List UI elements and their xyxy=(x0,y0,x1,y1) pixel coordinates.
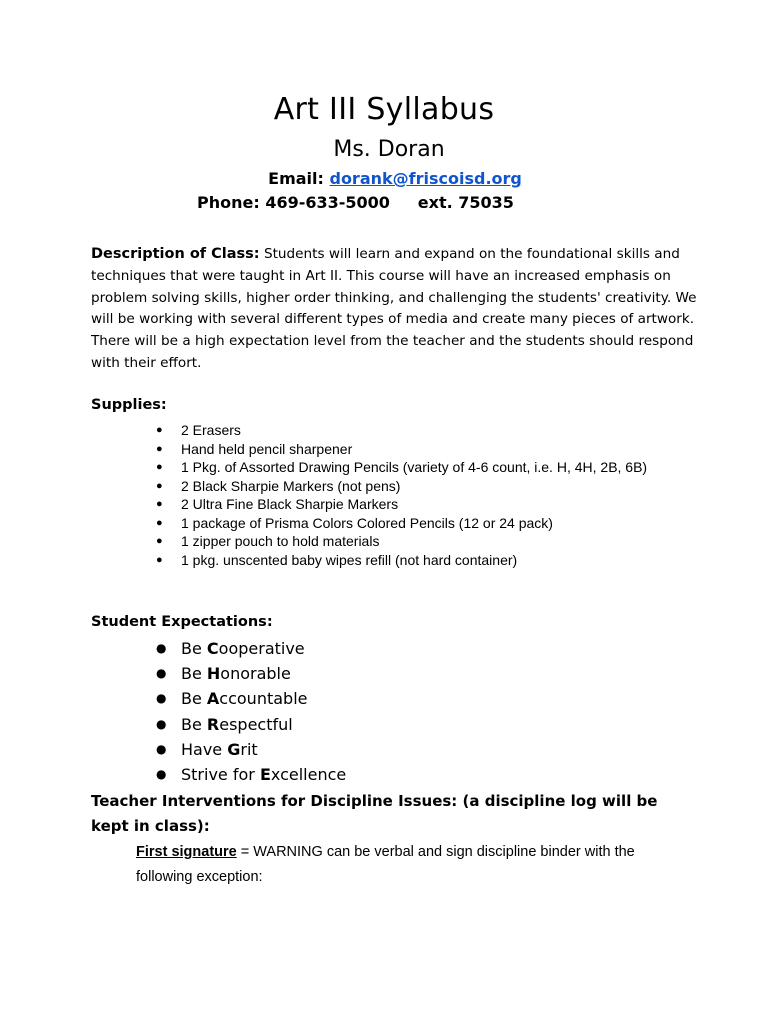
expectations-list xyxy=(156,636,346,787)
supply-item-text: 2 Ultra Fine Black Sharpie Markers xyxy=(181,496,399,512)
expectation-bold: R xyxy=(206,714,220,734)
bullet-icon: ● xyxy=(156,516,163,529)
expectation-post: espectful xyxy=(219,714,293,734)
teacher-name: Ms. Doran xyxy=(333,137,445,162)
supply-item xyxy=(156,551,686,570)
expectation-pre: Have xyxy=(181,739,228,759)
bullet-icon: ● xyxy=(156,716,167,731)
bullet-icon: ● xyxy=(156,498,163,510)
supply-item xyxy=(156,440,686,459)
expectation-bold: H xyxy=(206,664,221,684)
expectation-pre: Be xyxy=(181,689,207,709)
bullet-icon: ● xyxy=(156,553,163,566)
expectation-item xyxy=(156,686,346,711)
expectation-bold: G xyxy=(227,739,241,759)
class-description xyxy=(91,244,711,375)
expectation-item xyxy=(156,712,346,737)
expectation-bold: C xyxy=(206,639,219,658)
expectation-pre: Be xyxy=(181,714,207,734)
email-label: Email: xyxy=(268,169,324,188)
bullet-icon: ● xyxy=(156,479,163,492)
supply-item xyxy=(156,514,686,533)
expectation-item xyxy=(156,661,346,686)
supply-item xyxy=(156,421,686,440)
expectation-post: ooperative xyxy=(218,639,305,658)
supply-item xyxy=(156,495,686,514)
supply-item xyxy=(156,532,686,551)
expectations-heading: Student Expectations: xyxy=(91,614,273,630)
first-signature-paragraph xyxy=(136,840,676,890)
supplies-list xyxy=(156,421,686,569)
page-title: Art III Syllabus xyxy=(273,92,495,127)
bullet-icon: ● xyxy=(156,741,167,756)
interventions-heading: Teacher Interventions for Discipline Issues: (a discipline log will be kept in class): xyxy=(91,792,658,835)
expectation-post: ccountable xyxy=(219,689,308,709)
first-signature-text: = WARNING can be verbal and sign discipline binder with the following exception: xyxy=(136,844,635,885)
supply-item-text: 1 zipper pouch to hold materials xyxy=(181,533,380,549)
phone-line xyxy=(197,193,514,212)
expectation-post: rit xyxy=(240,739,258,759)
supply-item-text: 1 Pkg. of Assorted Drawing Pencils (variety of 4-6 count, i.e. H, 4H, 2B, 6B) xyxy=(181,459,648,475)
bullet-icon: ● xyxy=(156,424,163,436)
expectation-bold: E xyxy=(259,765,271,785)
bullet-icon: ● xyxy=(156,691,167,706)
supply-item-text: 2 Black Sharpie Markers (not pens) xyxy=(181,477,401,494)
phone-extension: ext. 75035 xyxy=(417,193,514,212)
bullet-icon: ● xyxy=(156,535,163,547)
email-link[interactable]: dorank@friscoisd.org xyxy=(329,169,522,188)
expectation-post: xcellence xyxy=(270,765,347,785)
phone-label: Phone: xyxy=(197,193,260,212)
expectation-post: onorable xyxy=(220,664,291,684)
bullet-icon: ● xyxy=(156,767,167,782)
expectation-pre: Strive for xyxy=(181,765,260,785)
expectation-pre: Be xyxy=(181,639,207,658)
supplies-heading: Supplies: xyxy=(91,397,167,413)
supply-item-text: 1 package of Prisma Colors Colored Pencils (12 or 24 pack) xyxy=(181,514,553,531)
supply-item xyxy=(156,477,686,496)
expectation-item xyxy=(156,762,346,787)
supply-item-text: 2 Erasers xyxy=(181,422,241,438)
description-text: Students will learn and expand on the foundational skills and techniques that were taught in Art II. This course will have an increased emphasis on problem solving skills, higher order thinking, and challenging the students' creativity. We will be working with several different types of media and create many pieces of artwork. There will be a high expectation level from the teacher and the students should respond with their effort. xyxy=(91,246,697,371)
bullet-icon: ● xyxy=(156,641,167,655)
expectation-pre: Be xyxy=(181,664,207,684)
bullet-icon: ● xyxy=(156,461,163,473)
email-line xyxy=(0,169,768,188)
expectation-item xyxy=(156,636,346,661)
expectation-item xyxy=(156,737,346,762)
first-signature-label: First signature xyxy=(136,844,237,860)
supply-item xyxy=(156,458,686,477)
bullet-icon: ● xyxy=(156,666,167,681)
bullet-icon: ● xyxy=(156,442,163,455)
expectation-bold: A xyxy=(206,689,220,709)
phone-number: 469-633-5000 xyxy=(265,193,390,212)
description-label: Description of Class: xyxy=(91,246,260,262)
supply-item-text: Hand held pencil sharpener xyxy=(181,440,353,457)
supply-item-text: 1 pkg. unscented baby wipes refill (not hard container) xyxy=(181,551,518,568)
